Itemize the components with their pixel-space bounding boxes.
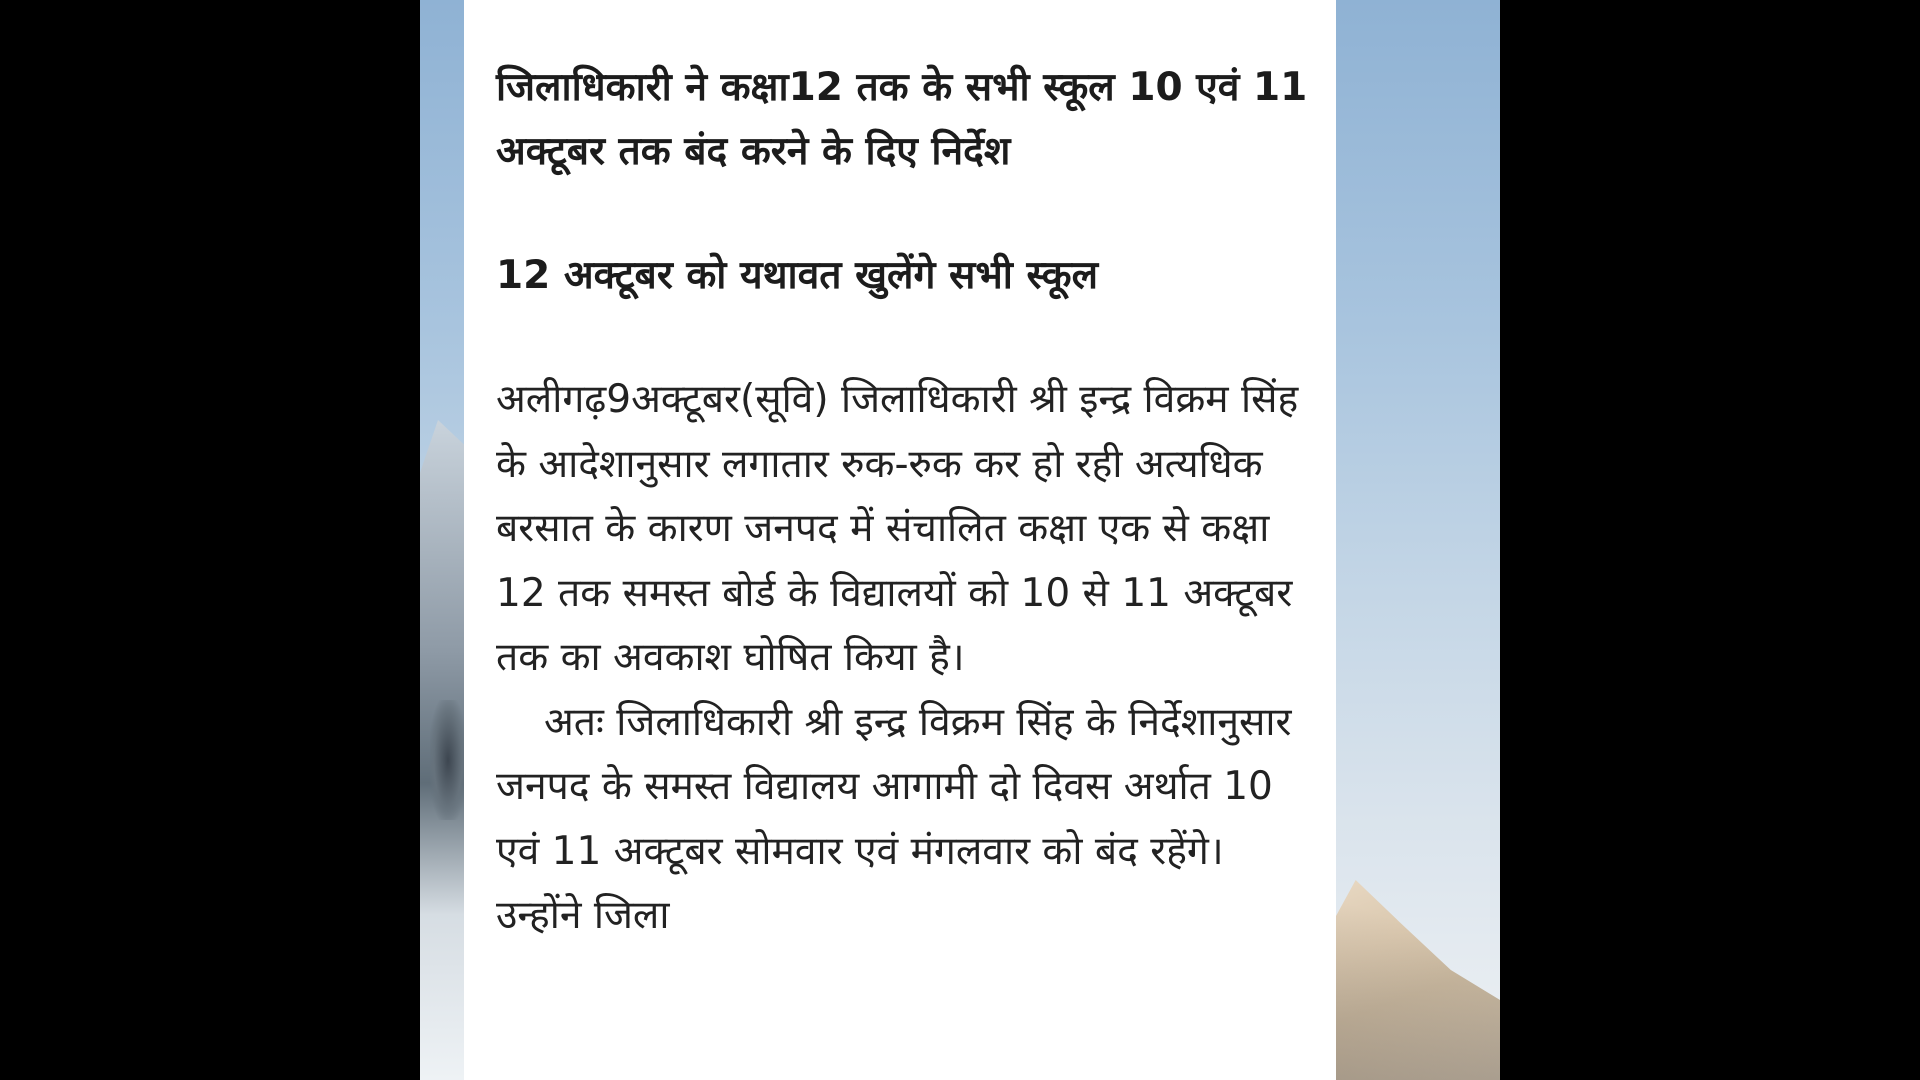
- article-paragraph-2: अतः जिलाधिकारी श्री इन्द्र विक्रम सिंह के निर्देशानुसार जनपद के समस्त विद्यालय आगामी दो दिवस अर्थात 10 एवं 11 अक्टूबर सोमवार एवं मंगलवार को बंद रहेंगे। उन्होंने जिला: [496, 699, 1292, 938]
- article-content: [464, 0, 1336, 949]
- background-mountain-shade: [1336, 880, 1500, 1080]
- article-subheadline: 12 अक्टूबर को यथावत खुलेंगे सभी स्कूल: [496, 253, 1099, 298]
- article-headline: जिलाधिकारी ने कक्षा12 तक के सभी स्कूल 10 एवं 11 अक्टूबर तक बंद करने के दिए निर्देश: [496, 65, 1308, 174]
- video-frame: [420, 0, 1500, 1080]
- background-rock: [430, 700, 466, 820]
- article-paragraph-1: अलीगढ़9अक्टूबर(सूवि) जिलाधिकारी श्री इन्द्र विक्रम सिंह के आदेशानुसार लगातार रुक-रुक कर हो रही अत्यधिक बरसात के कारण जनपद में संचालित कक्षा एक से कक्षा 12 तक समस्त बोर्ड के विद्यालयों को 10 से 11 अक्टूबर तक का अवकाश घोषित किया है।: [496, 377, 1299, 680]
- article-page: [464, 0, 1336, 1080]
- background-mountain-right: [1336, 880, 1500, 1080]
